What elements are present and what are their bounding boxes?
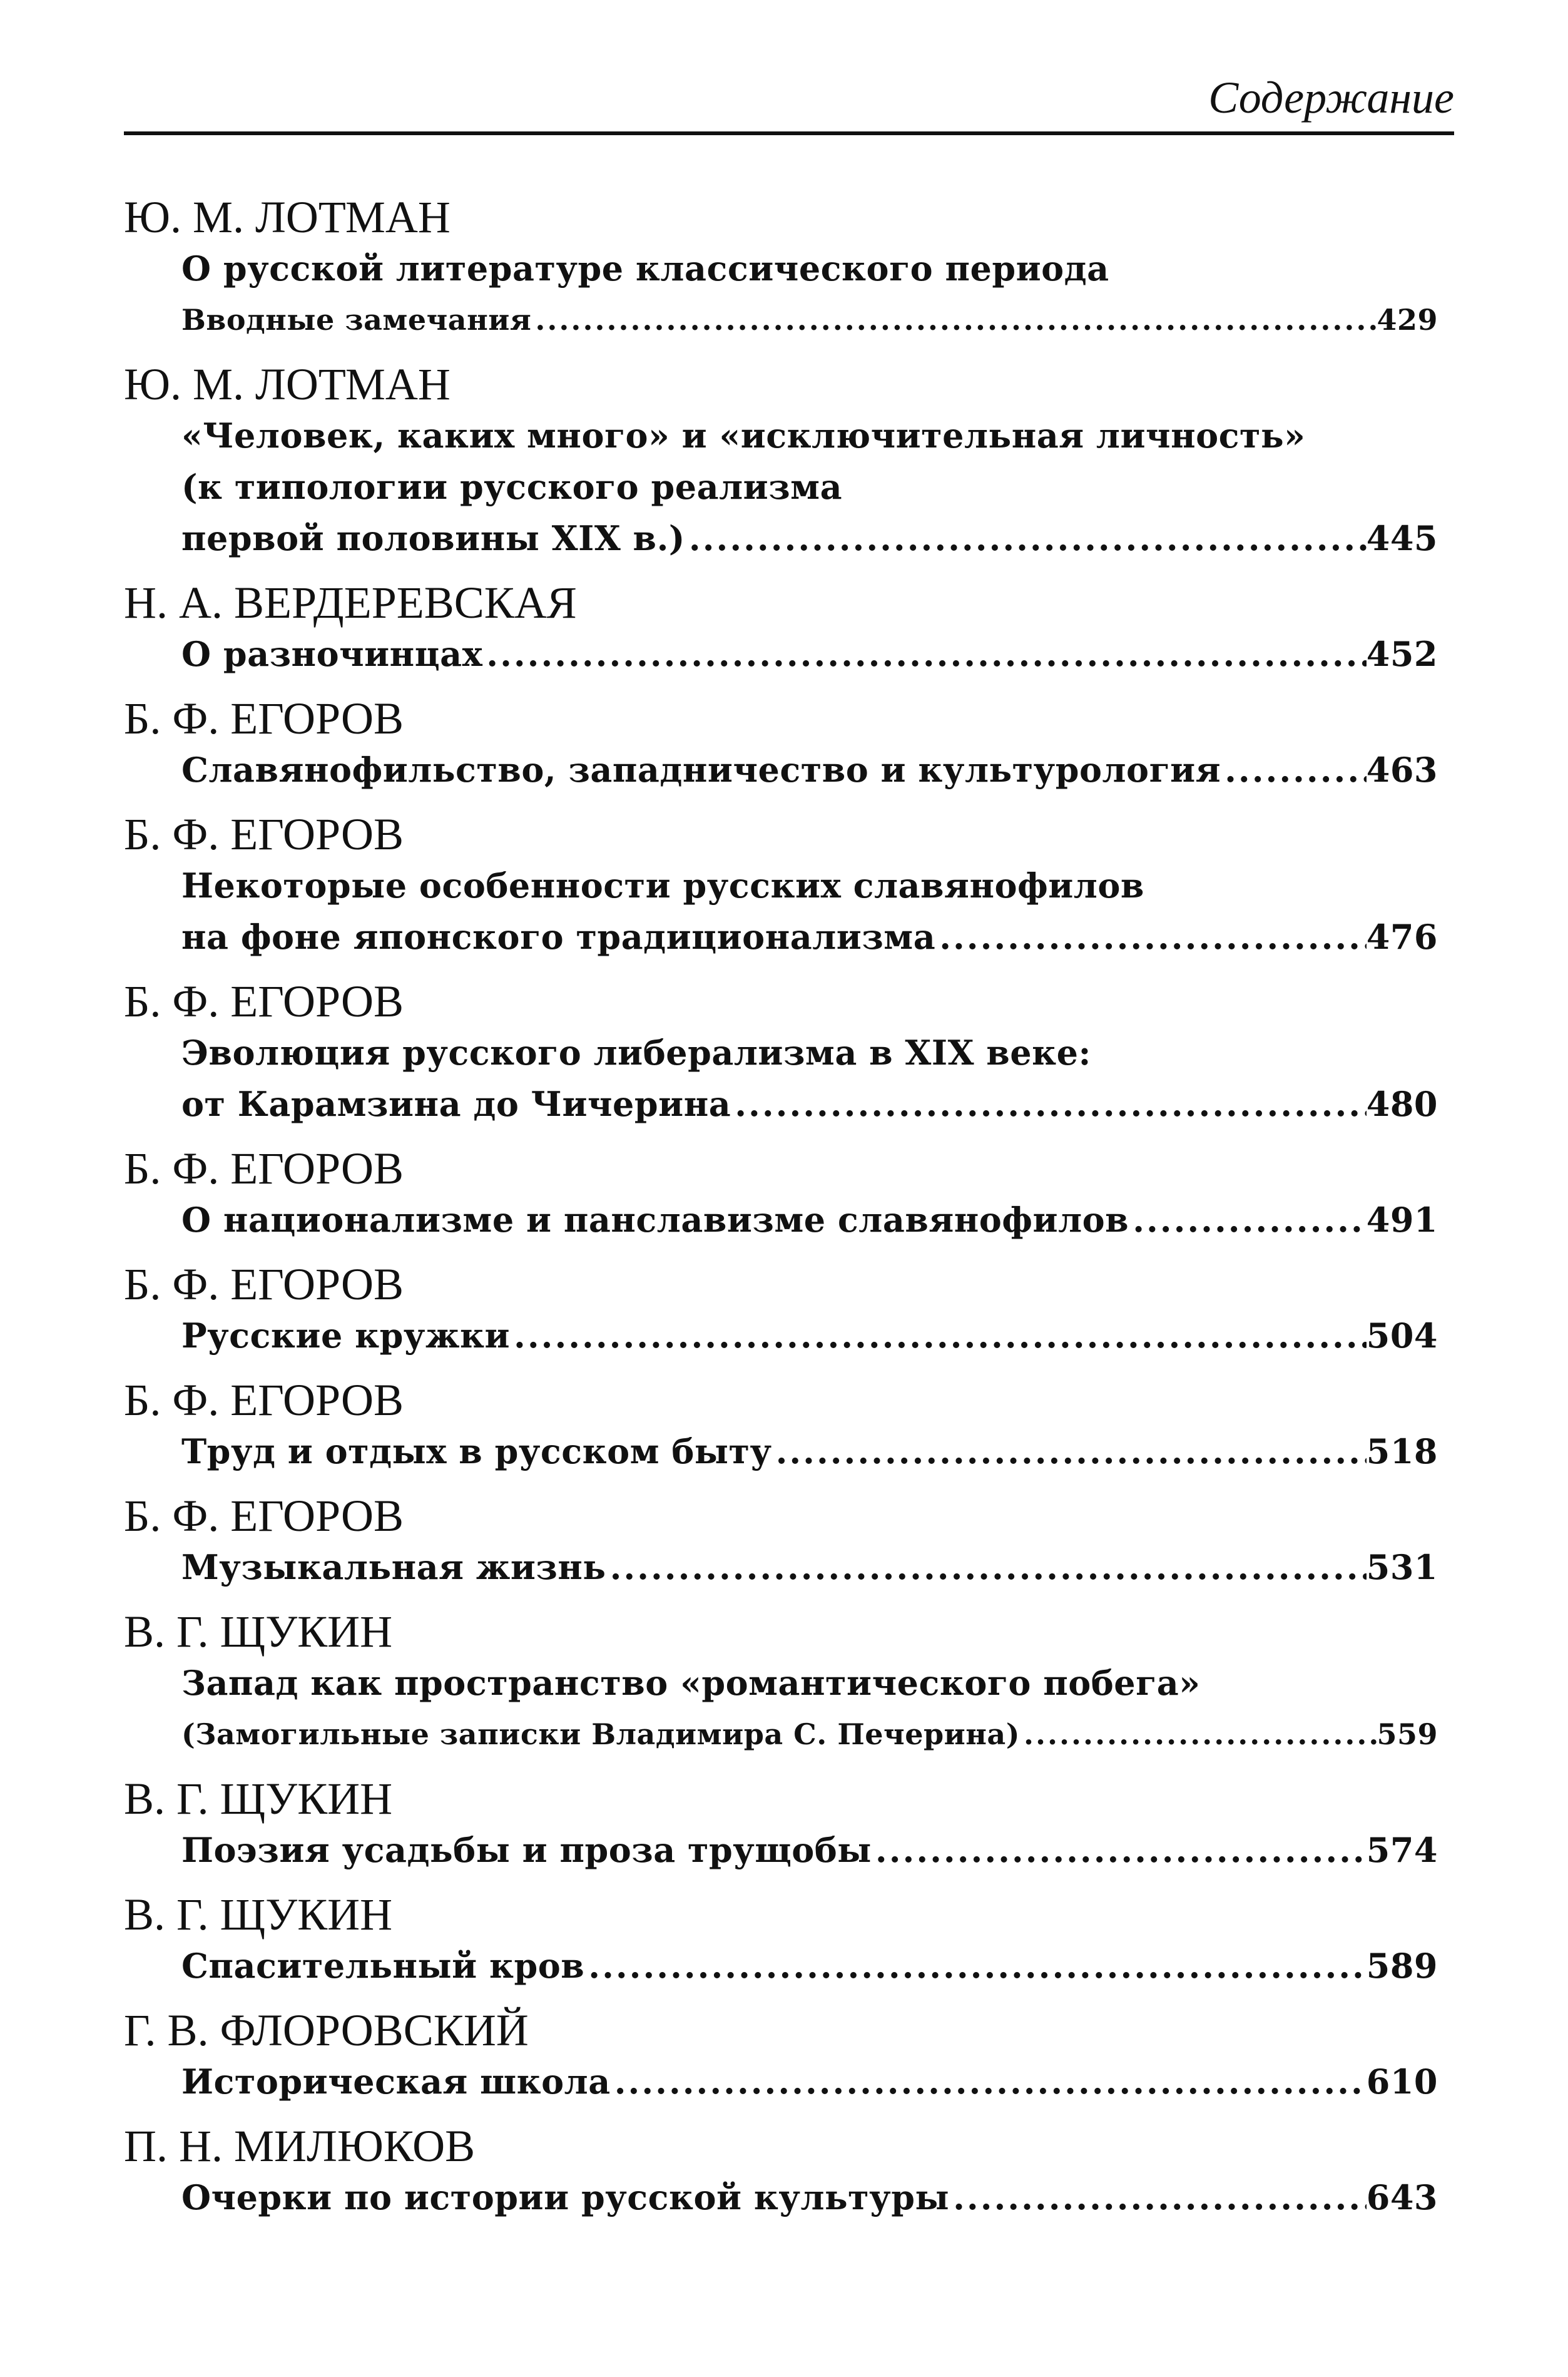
toc-title-text: Музыкальная жизнь: [181, 1547, 606, 1587]
toc-author: Б. Ф. ЕГОРОВ: [124, 693, 404, 744]
toc-title-last-line: [181, 1709, 1438, 1760]
toc-entry: [124, 359, 1438, 564]
toc-title: [124, 410, 1438, 564]
page-number: 504: [1366, 1316, 1438, 1356]
dot-leader: [772, 1426, 1367, 1477]
page-number: 574: [1366, 1830, 1438, 1870]
toc-title-last-line: [181, 744, 1438, 795]
toc-entry: [124, 809, 1438, 963]
toc-author: В. Г. ЩУКИН: [124, 1607, 393, 1657]
page-number: 610: [1366, 2062, 1438, 2102]
page-number: 559: [1377, 1717, 1438, 1751]
toc-title-last-line: [181, 1310, 1438, 1361]
toc-title-last-line: [181, 2172, 1438, 2223]
page-number: 518: [1366, 1431, 1438, 1471]
toc-title-text: (Замогильные записки Владимира С. Печерина): [181, 1717, 1020, 1751]
dot-leader: [935, 911, 1367, 963]
toc-title: [124, 1426, 1438, 1477]
page-number: 445: [1366, 518, 1438, 558]
toc-title-text: Спасительный кров: [181, 1946, 585, 1986]
toc-title-last-line: [181, 294, 1438, 345]
toc-title-last-line: [181, 1824, 1438, 1876]
toc-title: [124, 1541, 1438, 1593]
page-number: 452: [1366, 634, 1438, 674]
toc-title-line: «Человек, каких много» и «исключительная личность»: [181, 416, 1306, 456]
dot-leader: [685, 513, 1367, 564]
toc-entry: [124, 2005, 1438, 2107]
toc-author: Б. Ф. ЕГОРОВ: [124, 976, 404, 1026]
toc-title-line: Запад как пространство «романтического побега»: [181, 1663, 1201, 1703]
toc-title-line: Некоторые особенности русских славянофилов: [181, 866, 1144, 906]
toc-entry: [124, 1889, 1438, 1991]
dot-leader: [731, 1078, 1367, 1130]
toc-author: Н. А. ВЕРДЕРЕВСКАЯ: [124, 578, 577, 628]
toc-author: Ю. М. ЛОТМАН: [124, 192, 451, 242]
toc-title-text: Очерки по истории русской культуры: [181, 2177, 950, 2217]
toc-title-last-line: [181, 911, 1438, 963]
toc-entry: [124, 577, 1438, 680]
toc-title: [124, 744, 1438, 795]
dot-leader: [531, 294, 1377, 345]
toc-title-text: первой половины XIX в.): [181, 518, 685, 558]
toc-title: [124, 1310, 1438, 1361]
toc-title-text: Русские кружки: [181, 1316, 511, 1356]
dot-leader: [482, 628, 1366, 680]
page-number: 429: [1377, 303, 1438, 337]
page-number: 643: [1366, 2177, 1438, 2217]
toc-author: Г. В. ФЛОРОВСКИЙ: [124, 2005, 529, 2055]
dot-leader: [1221, 744, 1367, 795]
toc-author: В. Г. ЩУКИН: [124, 1774, 393, 1824]
toc-title-text: на фоне японского традиционализма: [181, 917, 936, 957]
toc-title: [124, 860, 1438, 963]
toc-title-text: Историческая школа: [181, 2062, 611, 2102]
toc-title-text: О разночинцах: [181, 634, 483, 674]
toc-title: [124, 243, 1438, 345]
dot-leader: [611, 2056, 1367, 2107]
toc-author: Б. Ф. ЕГОРОВ: [124, 1143, 404, 1194]
dot-leader: [606, 1541, 1367, 1593]
page-number: 480: [1366, 1084, 1438, 1124]
toc-title-text: Поэзия усадьбы и проза трущобы: [181, 1830, 872, 1870]
dot-leader: [949, 2172, 1367, 2223]
header-rule: [124, 131, 1454, 135]
toc-title: [124, 2172, 1438, 2223]
toc-entry: [124, 1606, 1438, 1760]
dot-leader: [1020, 1709, 1377, 1760]
toc-title-last-line: [181, 1940, 1438, 1991]
toc-title: [124, 1657, 1438, 1760]
dot-leader: [584, 1940, 1367, 1991]
toc-title-last-line: [181, 513, 1438, 564]
toc-title-last-line: [181, 1541, 1438, 1593]
toc-title-text: О национализме и панславизме славянофилов: [181, 1200, 1129, 1240]
page-number: 491: [1366, 1200, 1438, 1240]
toc-author: Б. Ф. ЕГОРОВ: [124, 1375, 404, 1425]
dot-leader: [872, 1824, 1367, 1876]
toc-title: [124, 1027, 1438, 1130]
toc-entry: [124, 192, 1438, 345]
toc-author: Б. Ф. ЕГОРОВ: [124, 1491, 404, 1541]
toc-author: В. Г. ЩУКИН: [124, 1889, 393, 1940]
toc-entry: [124, 1259, 1438, 1361]
toc-title: [124, 1194, 1438, 1245]
page-number: 531: [1366, 1547, 1438, 1587]
toc-entry: [124, 2120, 1438, 2223]
toc-title-last-line: [181, 2056, 1438, 2107]
toc-title-last-line: [181, 1194, 1438, 1245]
toc-author: Б. Ф. ЕГОРОВ: [124, 809, 404, 859]
toc-author: Б. Ф. ЕГОРОВ: [124, 1259, 404, 1309]
dot-leader: [510, 1310, 1367, 1361]
toc-author: Ю. М. ЛОТМАН: [124, 359, 451, 409]
page-number: 589: [1366, 1946, 1438, 1986]
toc-title: [124, 628, 1438, 680]
toc-title-last-line: [181, 1078, 1438, 1130]
toc-title-line: Эволюция русского либерализма в XIX веке:: [181, 1033, 1091, 1073]
toc-entry: [124, 1773, 1438, 1876]
page-number: 463: [1366, 750, 1438, 790]
toc-title-last-line: [181, 628, 1438, 680]
toc-title-text: Вводные замечания: [181, 303, 532, 337]
dot-leader: [1129, 1194, 1367, 1245]
toc-entry: [124, 1374, 1438, 1477]
toc-title-line: (к типологии русского реализма: [181, 467, 843, 507]
toc-author: П. Н. МИЛЮКОВ: [124, 2121, 476, 2171]
toc-title-line: О русской литературе классического периода: [181, 248, 1109, 289]
table-of-contents: [124, 192, 1438, 2236]
toc-title-last-line: [181, 1426, 1438, 1477]
running-head: Содержание: [1208, 73, 1454, 123]
page-number: 476: [1366, 917, 1438, 957]
toc-title-text: Труд и отдых в русском быту: [181, 1431, 772, 1471]
toc-entry: [124, 693, 1438, 795]
toc-title-text: от Карамзина до Чичерина: [181, 1084, 731, 1124]
toc-title: [124, 1824, 1438, 1876]
toc-title: [124, 2056, 1438, 2107]
toc-entry: [124, 1143, 1438, 1245]
toc-title-text: Славянофильство, западничество и культурология: [181, 750, 1221, 790]
toc-entry: [124, 976, 1438, 1130]
toc-entry: [124, 1490, 1438, 1593]
toc-title: [124, 1940, 1438, 1991]
